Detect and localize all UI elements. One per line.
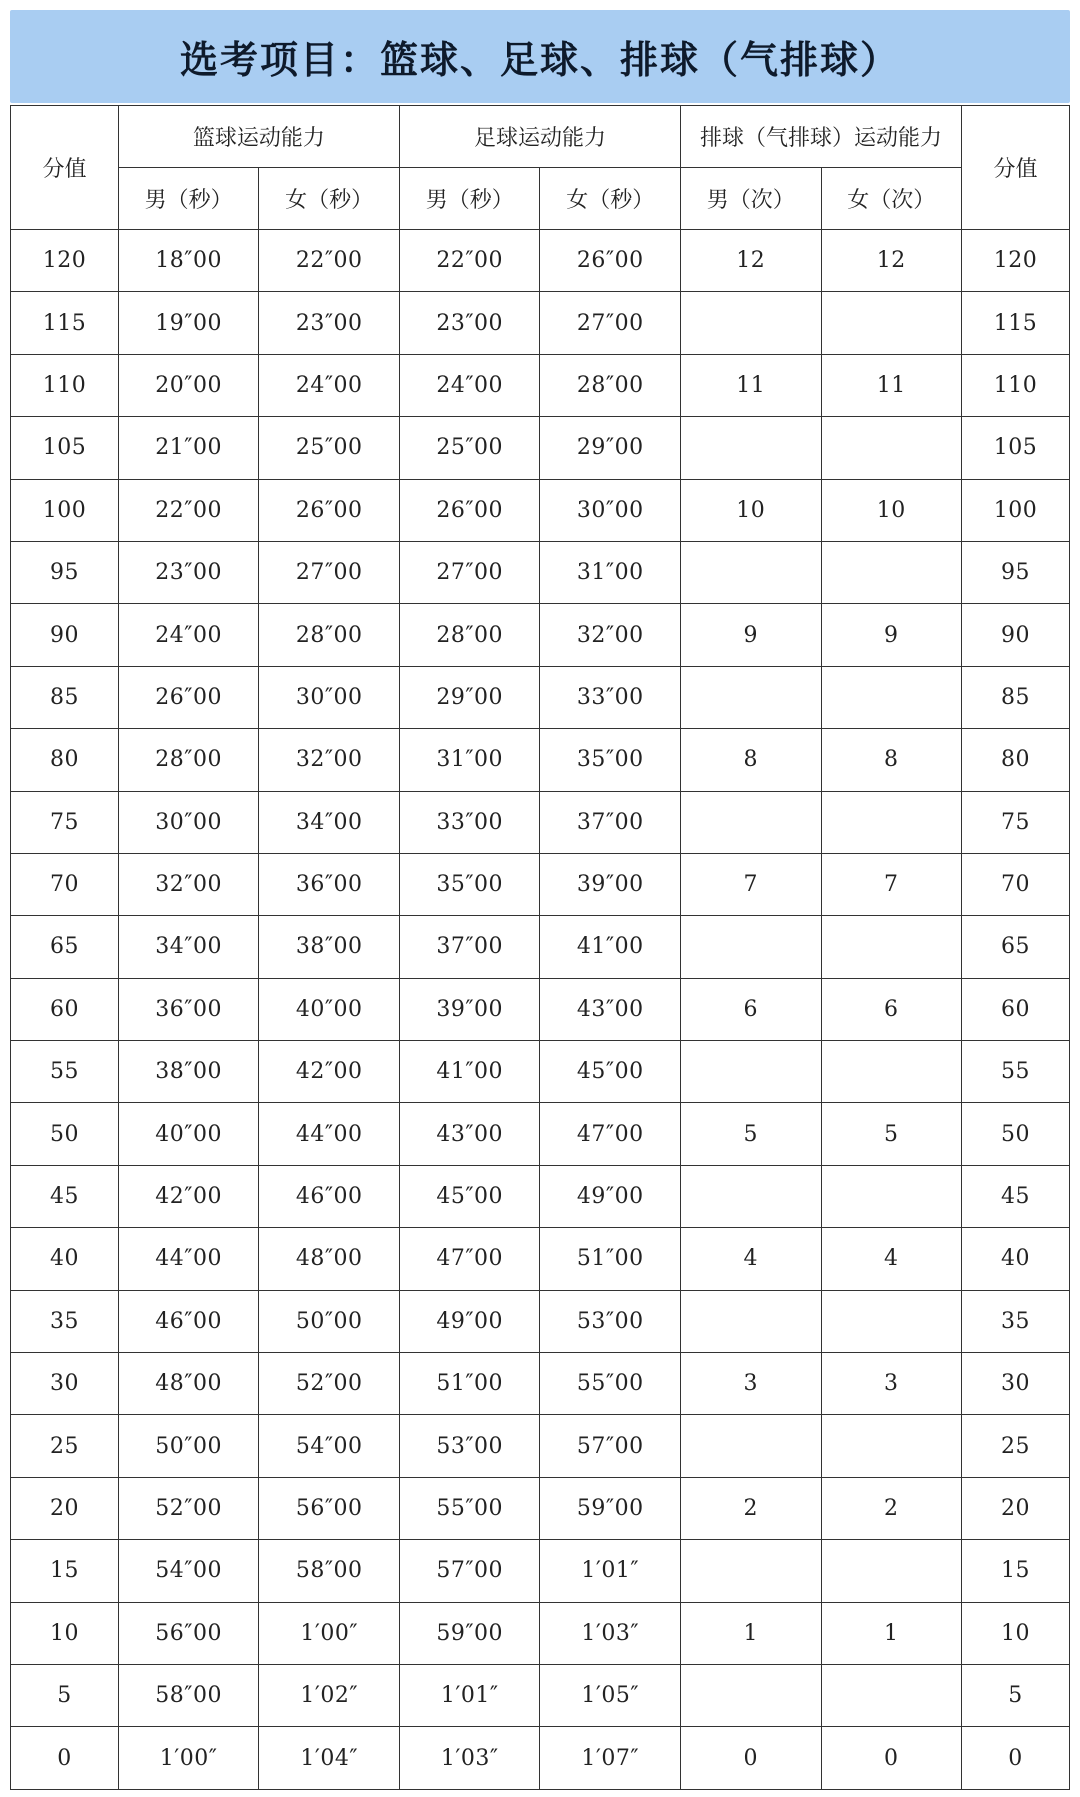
football-female-cell: 55″00 bbox=[540, 1353, 681, 1415]
football-female-cell: 29″00 bbox=[540, 417, 681, 479]
score-cell: 10 bbox=[11, 1602, 119, 1664]
score-cell: 80 bbox=[11, 729, 119, 791]
volleyball-male-cell bbox=[681, 1041, 822, 1103]
volleyball-male-cell bbox=[681, 417, 822, 479]
score-cell-right: 20 bbox=[962, 1477, 1070, 1539]
table-row bbox=[11, 417, 1070, 479]
score-cell-right: 5 bbox=[962, 1664, 1070, 1726]
table-row bbox=[11, 666, 1070, 728]
football-male-cell: 51″00 bbox=[399, 1353, 540, 1415]
score-cell-right: 30 bbox=[962, 1353, 1070, 1415]
football-male-cell: 57″00 bbox=[399, 1540, 540, 1602]
football-male-cell: 23″00 bbox=[399, 292, 540, 354]
football-female-cell: 45″00 bbox=[540, 1041, 681, 1103]
header-score-right: 分值 bbox=[962, 106, 1070, 230]
basketball-female-cell: 36″00 bbox=[259, 853, 400, 915]
score-cell-right: 50 bbox=[962, 1103, 1070, 1165]
score-cell: 65 bbox=[11, 916, 119, 978]
basketball-male-cell: 48″00 bbox=[118, 1353, 259, 1415]
football-female-cell: 39″00 bbox=[540, 853, 681, 915]
table-row bbox=[11, 1540, 1070, 1602]
score-cell: 15 bbox=[11, 1540, 119, 1602]
volleyball-female-cell: 2 bbox=[821, 1477, 962, 1539]
score-cell: 40 bbox=[11, 1228, 119, 1290]
score-cell-right: 45 bbox=[962, 1165, 1070, 1227]
score-cell: 45 bbox=[11, 1165, 119, 1227]
volleyball-male-cell bbox=[681, 1540, 822, 1602]
basketball-female-cell: 1′00″ bbox=[259, 1602, 400, 1664]
basketball-female-cell: 50″00 bbox=[259, 1290, 400, 1352]
score-cell: 25 bbox=[11, 1415, 119, 1477]
basketball-female-cell: 27″00 bbox=[259, 541, 400, 603]
score-cell-right: 10 bbox=[962, 1602, 1070, 1664]
header-volleyball-male: 男（次） bbox=[681, 168, 822, 230]
basketball-male-cell: 1′00″ bbox=[118, 1727, 259, 1789]
table-row bbox=[11, 1727, 1070, 1789]
football-female-cell: 1′05″ bbox=[540, 1664, 681, 1726]
table-row bbox=[11, 604, 1070, 666]
table-row bbox=[11, 1290, 1070, 1352]
table-row bbox=[11, 354, 1070, 416]
basketball-male-cell: 28″00 bbox=[118, 729, 259, 791]
football-female-cell: 31″00 bbox=[540, 541, 681, 603]
score-cell: 105 bbox=[11, 417, 119, 479]
table-row bbox=[11, 729, 1070, 791]
volleyball-female-cell bbox=[821, 916, 962, 978]
football-male-cell: 41″00 bbox=[399, 1041, 540, 1103]
table-row bbox=[11, 541, 1070, 603]
volleyball-female-cell: 7 bbox=[821, 853, 962, 915]
header-row-sub bbox=[11, 168, 1070, 230]
football-male-cell: 45″00 bbox=[399, 1165, 540, 1227]
football-male-cell: 35″00 bbox=[399, 853, 540, 915]
basketball-male-cell: 32″00 bbox=[118, 853, 259, 915]
basketball-female-cell: 25″00 bbox=[259, 417, 400, 479]
score-cell-right: 15 bbox=[962, 1540, 1070, 1602]
football-female-cell: 33″00 bbox=[540, 666, 681, 728]
basketball-male-cell: 58″00 bbox=[118, 1664, 259, 1726]
score-cell: 35 bbox=[11, 1290, 119, 1352]
basketball-female-cell: 58″00 bbox=[259, 1540, 400, 1602]
score-table bbox=[10, 105, 1070, 1790]
volleyball-female-cell: 0 bbox=[821, 1727, 962, 1789]
score-cell: 90 bbox=[11, 604, 119, 666]
football-male-cell: 27″00 bbox=[399, 541, 540, 603]
basketball-female-cell: 34″00 bbox=[259, 791, 400, 853]
football-male-cell: 43″00 bbox=[399, 1103, 540, 1165]
volleyball-female-cell: 1 bbox=[821, 1602, 962, 1664]
score-cell-right: 105 bbox=[962, 417, 1070, 479]
football-female-cell: 49″00 bbox=[540, 1165, 681, 1227]
table-row bbox=[11, 1477, 1070, 1539]
basketball-female-cell: 24″00 bbox=[259, 354, 400, 416]
football-male-cell: 37″00 bbox=[399, 916, 540, 978]
score-cell: 100 bbox=[11, 479, 119, 541]
volleyball-male-cell: 12 bbox=[681, 230, 822, 292]
basketball-female-cell: 56″00 bbox=[259, 1477, 400, 1539]
basketball-male-cell: 44″00 bbox=[118, 1228, 259, 1290]
football-female-cell: 32″00 bbox=[540, 604, 681, 666]
table-row bbox=[11, 292, 1070, 354]
basketball-male-cell: 23″00 bbox=[118, 541, 259, 603]
basketball-female-cell: 44″00 bbox=[259, 1103, 400, 1165]
table-header bbox=[11, 106, 1070, 230]
volleyball-female-cell bbox=[821, 417, 962, 479]
basketball-male-cell: 40″00 bbox=[118, 1103, 259, 1165]
volleyball-male-cell bbox=[681, 1290, 822, 1352]
score-cell-right: 60 bbox=[962, 978, 1070, 1040]
volleyball-female-cell bbox=[821, 791, 962, 853]
basketball-male-cell: 46″00 bbox=[118, 1290, 259, 1352]
score-cell: 30 bbox=[11, 1353, 119, 1415]
basketball-male-cell: 52″00 bbox=[118, 1477, 259, 1539]
score-cell: 50 bbox=[11, 1103, 119, 1165]
volleyball-male-cell: 2 bbox=[681, 1477, 822, 1539]
volleyball-female-cell bbox=[821, 1664, 962, 1726]
basketball-female-cell: 30″00 bbox=[259, 666, 400, 728]
football-male-cell: 55″00 bbox=[399, 1477, 540, 1539]
table-row bbox=[11, 978, 1070, 1040]
table-row bbox=[11, 479, 1070, 541]
volleyball-female-cell: 12 bbox=[821, 230, 962, 292]
score-cell: 70 bbox=[11, 853, 119, 915]
volleyball-female-cell bbox=[821, 541, 962, 603]
basketball-male-cell: 20″00 bbox=[118, 354, 259, 416]
title-banner bbox=[10, 10, 1070, 103]
football-female-cell: 51″00 bbox=[540, 1228, 681, 1290]
basketball-female-cell: 54″00 bbox=[259, 1415, 400, 1477]
score-cell-right: 120 bbox=[962, 230, 1070, 292]
table-row bbox=[11, 916, 1070, 978]
table-row bbox=[11, 1602, 1070, 1664]
score-cell: 20 bbox=[11, 1477, 119, 1539]
score-cell-right: 115 bbox=[962, 292, 1070, 354]
header-football: 足球运动能力 bbox=[399, 106, 680, 168]
table-row bbox=[11, 1353, 1070, 1415]
table-row bbox=[11, 1165, 1070, 1227]
basketball-female-cell: 26″00 bbox=[259, 479, 400, 541]
header-score-left: 分值 bbox=[11, 106, 119, 230]
score-cell-right: 80 bbox=[962, 729, 1070, 791]
basketball-female-cell: 40″00 bbox=[259, 978, 400, 1040]
score-cell-right: 25 bbox=[962, 1415, 1070, 1477]
table-row bbox=[11, 853, 1070, 915]
score-cell: 120 bbox=[11, 230, 119, 292]
basketball-female-cell: 28″00 bbox=[259, 604, 400, 666]
volleyball-male-cell: 11 bbox=[681, 354, 822, 416]
football-female-cell: 53″00 bbox=[540, 1290, 681, 1352]
score-cell: 60 bbox=[11, 978, 119, 1040]
basketball-female-cell: 32″00 bbox=[259, 729, 400, 791]
football-female-cell: 26″00 bbox=[540, 230, 681, 292]
score-cell: 0 bbox=[11, 1727, 119, 1789]
football-female-cell: 1′03″ bbox=[540, 1602, 681, 1664]
basketball-male-cell: 42″00 bbox=[118, 1165, 259, 1227]
table-row bbox=[11, 1415, 1070, 1477]
football-male-cell: 59″00 bbox=[399, 1602, 540, 1664]
basketball-male-cell: 26″00 bbox=[118, 666, 259, 728]
football-female-cell: 57″00 bbox=[540, 1415, 681, 1477]
score-cell: 75 bbox=[11, 791, 119, 853]
volleyball-female-cell: 8 bbox=[821, 729, 962, 791]
volleyball-female-cell bbox=[821, 1041, 962, 1103]
football-female-cell: 27″00 bbox=[540, 292, 681, 354]
basketball-female-cell: 48″00 bbox=[259, 1228, 400, 1290]
basketball-male-cell: 50″00 bbox=[118, 1415, 259, 1477]
volleyball-male-cell: 9 bbox=[681, 604, 822, 666]
score-cell-right: 70 bbox=[962, 853, 1070, 915]
header-row-groups bbox=[11, 106, 1070, 168]
volleyball-male-cell bbox=[681, 541, 822, 603]
volleyball-female-cell bbox=[821, 1290, 962, 1352]
football-female-cell: 59″00 bbox=[540, 1477, 681, 1539]
volleyball-female-cell bbox=[821, 292, 962, 354]
basketball-female-cell: 1′02″ bbox=[259, 1664, 400, 1726]
football-male-cell: 25″00 bbox=[399, 417, 540, 479]
basketball-male-cell: 30″00 bbox=[118, 791, 259, 853]
header-basketball-female: 女（秒） bbox=[259, 168, 400, 230]
volleyball-male-cell: 0 bbox=[681, 1727, 822, 1789]
basketball-male-cell: 22″00 bbox=[118, 479, 259, 541]
football-female-cell: 28″00 bbox=[540, 354, 681, 416]
basketball-male-cell: 54″00 bbox=[118, 1540, 259, 1602]
football-male-cell: 26″00 bbox=[399, 479, 540, 541]
basketball-female-cell: 46″00 bbox=[259, 1165, 400, 1227]
volleyball-male-cell: 7 bbox=[681, 853, 822, 915]
football-male-cell: 1′03″ bbox=[399, 1727, 540, 1789]
score-cell-right: 0 bbox=[962, 1727, 1070, 1789]
football-male-cell: 22″00 bbox=[399, 230, 540, 292]
volleyball-male-cell: 8 bbox=[681, 729, 822, 791]
football-female-cell: 1′01″ bbox=[540, 1540, 681, 1602]
header-basketball-male: 男（秒） bbox=[118, 168, 259, 230]
basketball-male-cell: 36″00 bbox=[118, 978, 259, 1040]
table-body bbox=[11, 230, 1070, 1790]
volleyball-male-cell bbox=[681, 666, 822, 728]
score-cell: 5 bbox=[11, 1664, 119, 1726]
score-cell: 95 bbox=[11, 541, 119, 603]
basketball-male-cell: 19″00 bbox=[118, 292, 259, 354]
basketball-female-cell: 52″00 bbox=[259, 1353, 400, 1415]
score-cell-right: 75 bbox=[962, 791, 1070, 853]
score-cell-right: 35 bbox=[962, 1290, 1070, 1352]
table-row bbox=[11, 1228, 1070, 1290]
score-cell-right: 55 bbox=[962, 1041, 1070, 1103]
basketball-female-cell: 42″00 bbox=[259, 1041, 400, 1103]
volleyball-female-cell bbox=[821, 1165, 962, 1227]
header-football-male: 男（秒） bbox=[399, 168, 540, 230]
volleyball-female-cell: 4 bbox=[821, 1228, 962, 1290]
volleyball-male-cell bbox=[681, 1664, 822, 1726]
score-cell-right: 95 bbox=[962, 541, 1070, 603]
score-cell: 55 bbox=[11, 1041, 119, 1103]
volleyball-female-cell: 6 bbox=[821, 978, 962, 1040]
document-page bbox=[10, 10, 1070, 1790]
football-male-cell: 31″00 bbox=[399, 729, 540, 791]
score-cell-right: 85 bbox=[962, 666, 1070, 728]
basketball-male-cell: 18″00 bbox=[118, 230, 259, 292]
volleyball-male-cell bbox=[681, 916, 822, 978]
football-male-cell: 53″00 bbox=[399, 1415, 540, 1477]
score-cell-right: 90 bbox=[962, 604, 1070, 666]
header-volleyball: 排球（气排球）运动能力 bbox=[681, 106, 962, 168]
volleyball-female-cell: 5 bbox=[821, 1103, 962, 1165]
football-male-cell: 1′01″ bbox=[399, 1664, 540, 1726]
score-cell-right: 65 bbox=[962, 916, 1070, 978]
football-female-cell: 41″00 bbox=[540, 916, 681, 978]
volleyball-female-cell: 11 bbox=[821, 354, 962, 416]
football-male-cell: 29″00 bbox=[399, 666, 540, 728]
volleyball-male-cell bbox=[681, 791, 822, 853]
volleyball-male-cell: 10 bbox=[681, 479, 822, 541]
basketball-male-cell: 24″00 bbox=[118, 604, 259, 666]
volleyball-male-cell: 1 bbox=[681, 1602, 822, 1664]
basketball-female-cell: 1′04″ bbox=[259, 1727, 400, 1789]
football-female-cell: 47″00 bbox=[540, 1103, 681, 1165]
score-cell-right: 40 bbox=[962, 1228, 1070, 1290]
football-female-cell: 35″00 bbox=[540, 729, 681, 791]
football-male-cell: 24″00 bbox=[399, 354, 540, 416]
football-male-cell: 49″00 bbox=[399, 1290, 540, 1352]
volleyball-male-cell: 5 bbox=[681, 1103, 822, 1165]
football-female-cell: 37″00 bbox=[540, 791, 681, 853]
volleyball-male-cell: 6 bbox=[681, 978, 822, 1040]
football-male-cell: 28″00 bbox=[399, 604, 540, 666]
volleyball-male-cell bbox=[681, 1165, 822, 1227]
basketball-female-cell: 38″00 bbox=[259, 916, 400, 978]
score-cell: 110 bbox=[11, 354, 119, 416]
football-male-cell: 33″00 bbox=[399, 791, 540, 853]
volleyball-male-cell bbox=[681, 1415, 822, 1477]
volleyball-female-cell: 9 bbox=[821, 604, 962, 666]
volleyball-female-cell: 3 bbox=[821, 1353, 962, 1415]
score-cell: 85 bbox=[11, 666, 119, 728]
table-row bbox=[11, 1664, 1070, 1726]
score-cell-right: 110 bbox=[962, 354, 1070, 416]
table-row bbox=[11, 791, 1070, 853]
table-row bbox=[11, 1103, 1070, 1165]
basketball-female-cell: 23″00 bbox=[259, 292, 400, 354]
basketball-male-cell: 34″00 bbox=[118, 916, 259, 978]
header-basketball: 篮球运动能力 bbox=[118, 106, 399, 168]
score-cell: 115 bbox=[11, 292, 119, 354]
volleyball-male-cell: 3 bbox=[681, 1353, 822, 1415]
table-row bbox=[11, 1041, 1070, 1103]
score-cell-right: 100 bbox=[962, 479, 1070, 541]
table-row bbox=[11, 230, 1070, 292]
basketball-male-cell: 21″00 bbox=[118, 417, 259, 479]
volleyball-male-cell bbox=[681, 292, 822, 354]
football-female-cell: 30″00 bbox=[540, 479, 681, 541]
football-female-cell: 1′07″ bbox=[540, 1727, 681, 1789]
volleyball-female-cell bbox=[821, 1540, 962, 1602]
volleyball-male-cell: 4 bbox=[681, 1228, 822, 1290]
header-football-female: 女（秒） bbox=[540, 168, 681, 230]
football-male-cell: 39″00 bbox=[399, 978, 540, 1040]
volleyball-female-cell: 10 bbox=[821, 479, 962, 541]
volleyball-female-cell bbox=[821, 666, 962, 728]
football-female-cell: 43″00 bbox=[540, 978, 681, 1040]
football-male-cell: 47″00 bbox=[399, 1228, 540, 1290]
basketball-male-cell: 56″00 bbox=[118, 1602, 259, 1664]
volleyball-female-cell bbox=[821, 1415, 962, 1477]
basketball-female-cell: 22″00 bbox=[259, 230, 400, 292]
basketball-male-cell: 38″00 bbox=[118, 1041, 259, 1103]
page-title: 选考项目：篮球、足球、排球（气排球） bbox=[179, 38, 900, 82]
header-volleyball-female: 女（次） bbox=[821, 168, 962, 230]
